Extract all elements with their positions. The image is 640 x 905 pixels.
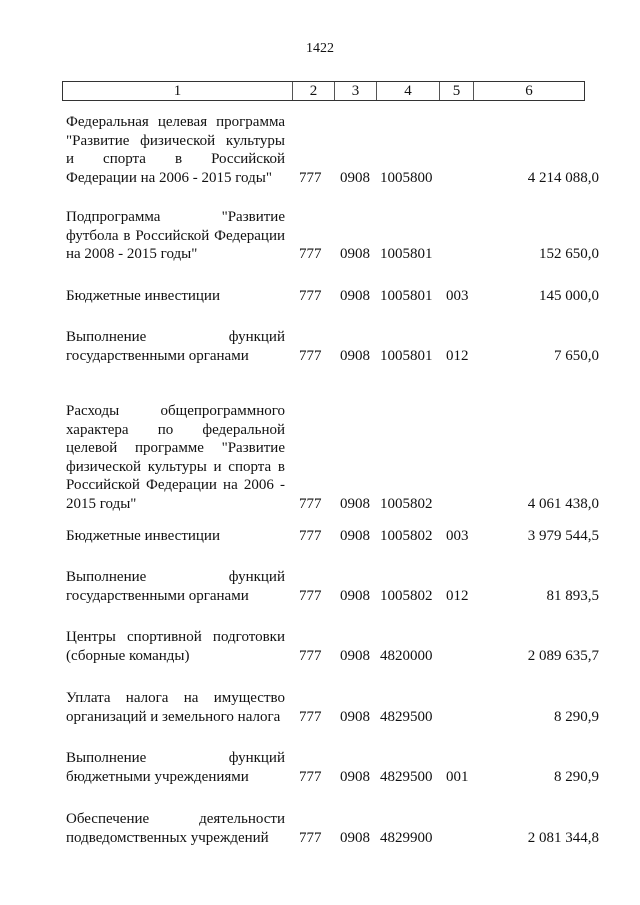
description-line: на 2008 - 2015 годы": [66, 246, 198, 263]
ministry-code: 777: [299, 587, 322, 604]
description-line: целевой программе "Развитие: [66, 440, 285, 457]
amount: 152 650,0: [539, 246, 599, 263]
row-values: [66, 527, 599, 546]
description-line: (сборные команды): [66, 647, 190, 664]
description-line: государственными органами: [66, 587, 249, 604]
description-line: Бюджетные инвестиции: [66, 288, 220, 304]
ministry-code: 777: [299, 347, 322, 364]
amount: 7 650,0: [554, 347, 599, 364]
expense-type-code: 012: [446, 347, 469, 364]
row-values: [66, 169, 599, 188]
page-number: 1422: [306, 41, 334, 56]
column-header-5: 5: [440, 82, 474, 100]
ministry-code: 777: [299, 528, 322, 544]
description-line: "Развитие физической культуры: [66, 132, 285, 149]
ministry-code: 777: [299, 829, 322, 846]
target-article-code: 1005802: [380, 587, 433, 604]
row-values: [66, 768, 599, 787]
section-code: 0908: [340, 708, 370, 725]
ministry-code: 777: [299, 768, 322, 785]
section-code: 0908: [340, 587, 370, 604]
expense-type-code: 003: [446, 528, 469, 544]
expense-type-code: 012: [446, 587, 469, 604]
description-line: государственными органами: [66, 347, 249, 364]
section-code: 0908: [340, 496, 370, 512]
section-code: 0908: [340, 347, 370, 364]
row-values: [66, 587, 599, 606]
target-article-code: 4829900: [380, 829, 433, 846]
amount: 3 979 544,5: [527, 528, 599, 544]
target-article-code: 1005801: [380, 246, 433, 263]
target-article-code: 1005801: [380, 347, 433, 364]
ministry-code: 777: [299, 246, 322, 263]
ministry-code: 777: [299, 288, 322, 304]
description-line: 2015 годы": [66, 495, 137, 512]
row-values: [66, 708, 599, 727]
expense-type-code: 001: [446, 768, 469, 785]
column-header-6: 6: [525, 83, 533, 99]
amount: 4 061 438,0: [527, 496, 599, 512]
description-line: бюджетными учреждениями: [66, 768, 249, 785]
description-line: Центры спортивной подготовки: [66, 629, 285, 645]
amount: 81 893,5: [546, 587, 599, 604]
amount: 8 290,9: [554, 708, 599, 725]
ministry-code: 777: [299, 708, 322, 725]
description-line: физической культуры и спорта в: [66, 458, 285, 475]
section-code: 0908: [340, 288, 370, 304]
amount: 145 000,0: [539, 288, 599, 304]
description-line: Обеспечение деятельности: [66, 811, 285, 827]
section-code: 0908: [340, 528, 370, 544]
column-header-1: 1: [63, 82, 293, 100]
description-line: Федерации на 2006 - 2015 годы": [66, 169, 272, 186]
row-values: [66, 347, 599, 366]
amount: 2 081 344,8: [527, 829, 599, 846]
row-values: [66, 287, 599, 306]
column-header-table: [62, 81, 585, 101]
description-line: Расходы общепрограммного: [66, 403, 285, 419]
target-article-code: 1005800: [380, 169, 433, 186]
description-line: организаций и земельного налога: [66, 708, 281, 725]
section-code: 0908: [340, 246, 370, 263]
amount: 8 290,9: [554, 768, 599, 785]
target-article-code: 1005802: [380, 496, 433, 512]
target-article-code: 4829500: [380, 768, 433, 785]
row-values: [66, 829, 599, 848]
amount: 4 214 088,0: [527, 169, 599, 186]
description-line: Выполнение функций: [66, 750, 285, 766]
description-line: Выполнение функций: [66, 329, 285, 345]
section-code: 0908: [340, 169, 370, 186]
column-header-3: 3: [335, 82, 377, 100]
target-article-code: 4820000: [380, 647, 433, 664]
description-line: футбола в Российской Федерации: [66, 227, 285, 244]
description-line: Российской Федерации на 2006 -: [66, 477, 285, 494]
target-article-code: 4829500: [380, 708, 433, 725]
row-values: [66, 647, 599, 666]
section-code: 0908: [340, 829, 370, 846]
amount: 2 089 635,7: [527, 647, 599, 664]
row-values: [66, 495, 599, 514]
ministry-code: 777: [299, 169, 322, 186]
ministry-code: 777: [299, 647, 322, 664]
description-line: Федеральная целевая программа: [66, 114, 285, 130]
column-header-4: 4: [377, 82, 440, 100]
target-article-code: 1005801: [380, 288, 433, 304]
description-line: характера по федеральной: [66, 421, 285, 438]
expense-type-code: 003: [446, 288, 469, 304]
description-line: и спорта в Российской: [66, 151, 285, 168]
column-header-2: 2: [293, 82, 335, 100]
description-line: Подпрограмма "Развитие: [66, 209, 285, 225]
section-code: 0908: [340, 768, 370, 785]
description-line: Выполнение функций: [66, 569, 285, 585]
section-code: 0908: [340, 647, 370, 664]
target-article-code: 1005802: [380, 528, 433, 544]
description-line: Уплата налога на имущество: [66, 690, 285, 706]
description-line: Бюджетные инвестиции: [66, 528, 220, 544]
ministry-code: 777: [299, 496, 322, 512]
row-values: [66, 245, 599, 264]
description-line: подведомственных учреждений: [66, 829, 269, 846]
